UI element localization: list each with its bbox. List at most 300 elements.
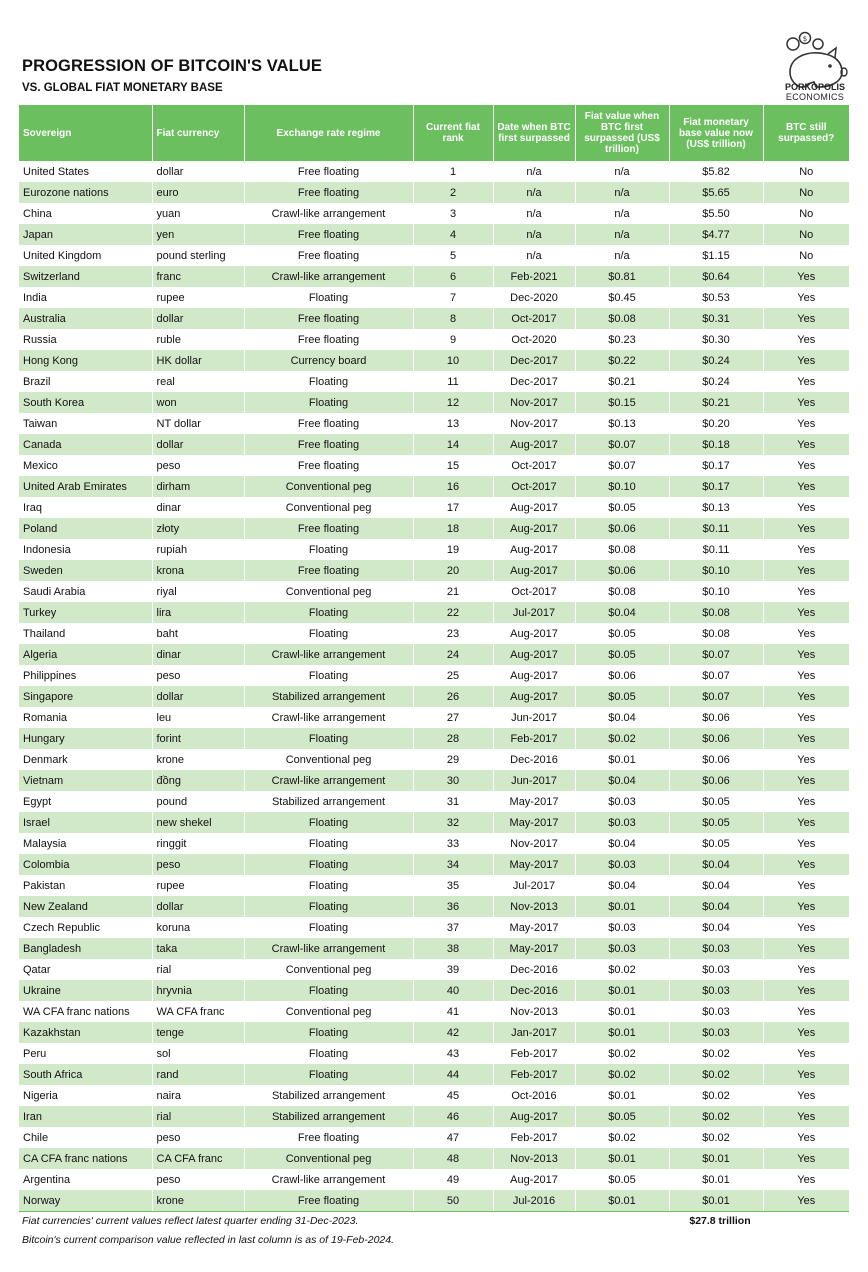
cell-fiat-currency: dollar xyxy=(152,161,244,182)
cell-still-surpassed: Yes xyxy=(763,371,849,392)
cell-rank: 38 xyxy=(413,938,493,959)
cell-fiat-currency: HK dollar xyxy=(152,350,244,371)
cell-fiat-value-surpassed: $0.03 xyxy=(575,791,669,812)
cell-base-value-now: $0.05 xyxy=(669,833,763,854)
bitcoin-fiat-table xyxy=(19,105,849,1211)
cell-sovereign: Hungary xyxy=(19,728,152,749)
cell-still-surpassed: Yes xyxy=(763,434,849,455)
cell-sovereign: Brazil xyxy=(19,371,152,392)
cell-exchange-regime: Floating xyxy=(244,602,413,623)
cell-base-value-now: $0.02 xyxy=(669,1085,763,1106)
cell-base-value-now: $0.31 xyxy=(669,308,763,329)
cell-rank: 22 xyxy=(413,602,493,623)
cell-sovereign: Turkey xyxy=(19,602,152,623)
cell-base-value-now: $1.15 xyxy=(669,245,763,266)
cell-sovereign: Chile xyxy=(19,1127,152,1148)
cell-still-surpassed: Yes xyxy=(763,581,849,602)
cell-date-surpassed: Jul-2017 xyxy=(493,602,575,623)
table-row xyxy=(19,161,849,182)
cell-fiat-value-surpassed: $0.03 xyxy=(575,917,669,938)
table-row xyxy=(19,182,849,203)
cell-date-surpassed: Nov-2017 xyxy=(493,413,575,434)
cell-exchange-regime: Crawl-like arrangement xyxy=(244,707,413,728)
cell-rank: 41 xyxy=(413,1001,493,1022)
cell-sovereign: Thailand xyxy=(19,623,152,644)
cell-sovereign: Eurozone nations xyxy=(19,182,152,203)
total-value: $27.8 trillion xyxy=(689,1215,751,1227)
cell-rank: 27 xyxy=(413,707,493,728)
cell-base-value-now: $0.07 xyxy=(669,644,763,665)
cell-fiat-currency: dinar xyxy=(152,497,244,518)
cell-sovereign: Canada xyxy=(19,434,152,455)
cell-rank: 31 xyxy=(413,791,493,812)
cell-sovereign: Sweden xyxy=(19,560,152,581)
cell-base-value-now: $0.03 xyxy=(669,959,763,980)
cell-exchange-regime: Floating xyxy=(244,1043,413,1064)
cell-exchange-regime: Floating xyxy=(244,812,413,833)
cell-sovereign: Bangladesh xyxy=(19,938,152,959)
cell-rank: 43 xyxy=(413,1043,493,1064)
cell-still-surpassed: Yes xyxy=(763,707,849,728)
cell-base-value-now: $0.04 xyxy=(669,854,763,875)
cell-fiat-value-surpassed: $0.01 xyxy=(575,1085,669,1106)
cell-fiat-currency: rial xyxy=(152,1106,244,1127)
cell-base-value-now: $0.03 xyxy=(669,1001,763,1022)
cell-still-surpassed: Yes xyxy=(763,938,849,959)
cell-date-surpassed: Jun-2017 xyxy=(493,770,575,791)
cell-base-value-now: $0.02 xyxy=(669,1106,763,1127)
table-row xyxy=(19,266,849,287)
cell-fiat-currency: krone xyxy=(152,1190,244,1211)
cell-rank: 12 xyxy=(413,392,493,413)
cell-date-surpassed: Aug-2017 xyxy=(493,665,575,686)
col-header-exchange-regime: Exchange rate regime xyxy=(244,105,413,161)
cell-rank: 11 xyxy=(413,371,493,392)
cell-fiat-currency: ruble xyxy=(152,329,244,350)
cell-exchange-regime: Floating xyxy=(244,980,413,1001)
table-header-row xyxy=(19,105,849,161)
table-row xyxy=(19,749,849,770)
cell-date-surpassed: May-2017 xyxy=(493,917,575,938)
cell-date-surpassed: Aug-2017 xyxy=(493,1169,575,1190)
cell-date-surpassed: Jul-2016 xyxy=(493,1190,575,1211)
table-row xyxy=(19,896,849,917)
cell-still-surpassed: Yes xyxy=(763,1043,849,1064)
table-bottom-rule xyxy=(19,1211,849,1212)
cell-date-surpassed: n/a xyxy=(493,182,575,203)
cell-fiat-value-surpassed: $0.03 xyxy=(575,812,669,833)
cell-still-surpassed: Yes xyxy=(763,665,849,686)
table-row xyxy=(19,224,849,245)
cell-fiat-currency: leu xyxy=(152,707,244,728)
cell-base-value-now: $4.77 xyxy=(669,224,763,245)
cell-base-value-now: $0.10 xyxy=(669,560,763,581)
cell-rank: 47 xyxy=(413,1127,493,1148)
cell-fiat-value-surpassed: $0.07 xyxy=(575,455,669,476)
cell-rank: 37 xyxy=(413,917,493,938)
cell-sovereign: Nigeria xyxy=(19,1085,152,1106)
cell-base-value-now: $0.18 xyxy=(669,434,763,455)
table-row xyxy=(19,917,849,938)
cell-base-value-now: $0.06 xyxy=(669,707,763,728)
cell-fiat-currency: rupee xyxy=(152,287,244,308)
cell-exchange-regime: Floating xyxy=(244,1064,413,1085)
cell-fiat-currency: złoty xyxy=(152,518,244,539)
cell-fiat-value-surpassed: $0.01 xyxy=(575,1190,669,1211)
cell-still-surpassed: Yes xyxy=(763,350,849,371)
cell-base-value-now: $0.17 xyxy=(669,476,763,497)
table-row xyxy=(19,1127,849,1148)
cell-sovereign: CA CFA franc nations xyxy=(19,1148,152,1169)
cell-base-value-now: $5.82 xyxy=(669,161,763,182)
cell-sovereign: Poland xyxy=(19,518,152,539)
cell-fiat-value-surpassed: $0.02 xyxy=(575,1043,669,1064)
cell-fiat-value-surpassed: $0.06 xyxy=(575,560,669,581)
cell-rank: 26 xyxy=(413,686,493,707)
cell-fiat-currency: riyal xyxy=(152,581,244,602)
cell-fiat-currency: rupee xyxy=(152,875,244,896)
cell-rank: 29 xyxy=(413,749,493,770)
cell-fiat-value-surpassed: $0.23 xyxy=(575,329,669,350)
cell-fiat-value-surpassed: $0.08 xyxy=(575,539,669,560)
cell-still-surpassed: Yes xyxy=(763,518,849,539)
table-row xyxy=(19,791,849,812)
cell-exchange-regime: Conventional peg xyxy=(244,1001,413,1022)
cell-date-surpassed: Dec-2016 xyxy=(493,749,575,770)
cell-fiat-value-surpassed: $0.13 xyxy=(575,413,669,434)
cell-fiat-value-surpassed: $0.15 xyxy=(575,392,669,413)
cell-date-surpassed: Aug-2017 xyxy=(493,623,575,644)
cell-fiat-value-surpassed: $0.45 xyxy=(575,287,669,308)
cell-still-surpassed: Yes xyxy=(763,686,849,707)
cell-still-surpassed: Yes xyxy=(763,980,849,1001)
cell-date-surpassed: n/a xyxy=(493,161,575,182)
cell-fiat-value-surpassed: $0.81 xyxy=(575,266,669,287)
cell-fiat-currency: koruna xyxy=(152,917,244,938)
table-row xyxy=(19,938,849,959)
table-row xyxy=(19,518,849,539)
cell-sovereign: Pakistan xyxy=(19,875,152,896)
table-row xyxy=(19,1022,849,1043)
table-row xyxy=(19,1169,849,1190)
cell-sovereign: United States xyxy=(19,161,152,182)
cell-exchange-regime: Conventional peg xyxy=(244,749,413,770)
cell-exchange-regime: Free floating xyxy=(244,161,413,182)
cell-still-surpassed: Yes xyxy=(763,329,849,350)
cell-fiat-value-surpassed: $0.04 xyxy=(575,875,669,896)
cell-sovereign: Denmark xyxy=(19,749,152,770)
cell-fiat-currency: rupiah xyxy=(152,539,244,560)
logo-text xyxy=(770,82,860,102)
cell-fiat-currency: lira xyxy=(152,602,244,623)
cell-rank: 30 xyxy=(413,770,493,791)
cell-sovereign: Iran xyxy=(19,1106,152,1127)
cell-rank: 10 xyxy=(413,350,493,371)
cell-exchange-regime: Floating xyxy=(244,728,413,749)
cell-still-surpassed: Yes xyxy=(763,308,849,329)
cell-still-surpassed: Yes xyxy=(763,266,849,287)
cell-exchange-regime: Floating xyxy=(244,392,413,413)
cell-sovereign: WA CFA franc nations xyxy=(19,1001,152,1022)
cell-date-surpassed: Nov-2017 xyxy=(493,833,575,854)
cell-date-surpassed: Dec-2016 xyxy=(493,959,575,980)
cell-fiat-currency: naira xyxy=(152,1085,244,1106)
cell-exchange-regime: Conventional peg xyxy=(244,959,413,980)
cell-exchange-regime: Conventional peg xyxy=(244,1148,413,1169)
cell-fiat-value-surpassed: $0.02 xyxy=(575,959,669,980)
cell-fiat-currency: krona xyxy=(152,560,244,581)
cell-rank: 1 xyxy=(413,161,493,182)
cell-sovereign: New Zealand xyxy=(19,896,152,917)
cell-fiat-currency: baht xyxy=(152,623,244,644)
cell-still-surpassed: Yes xyxy=(763,1022,849,1043)
table-row xyxy=(19,350,849,371)
cell-base-value-now: $0.11 xyxy=(669,518,763,539)
cell-rank: 49 xyxy=(413,1169,493,1190)
cell-fiat-value-surpassed: $0.22 xyxy=(575,350,669,371)
cell-fiat-value-surpassed: $0.06 xyxy=(575,665,669,686)
cell-fiat-currency: new shekel xyxy=(152,812,244,833)
cell-base-value-now: $0.10 xyxy=(669,581,763,602)
cell-exchange-regime: Floating xyxy=(244,623,413,644)
cell-base-value-now: $0.06 xyxy=(669,728,763,749)
cell-rank: 48 xyxy=(413,1148,493,1169)
cell-rank: 28 xyxy=(413,728,493,749)
table-row xyxy=(19,728,849,749)
cell-fiat-currency: dirham xyxy=(152,476,244,497)
table-row xyxy=(19,203,849,224)
cell-date-surpassed: Jan-2017 xyxy=(493,1022,575,1043)
cell-still-surpassed: No xyxy=(763,161,849,182)
page-title: PROGRESSION OF BITCOIN'S VALUE xyxy=(22,57,322,75)
cell-still-surpassed: Yes xyxy=(763,602,849,623)
cell-still-surpassed: No xyxy=(763,203,849,224)
cell-sovereign: Ukraine xyxy=(19,980,152,1001)
cell-date-surpassed: Aug-2017 xyxy=(493,539,575,560)
cell-date-surpassed: Dec-2020 xyxy=(493,287,575,308)
table-row xyxy=(19,287,849,308)
cell-exchange-regime: Floating xyxy=(244,665,413,686)
table-row xyxy=(19,980,849,1001)
cell-exchange-regime: Floating xyxy=(244,854,413,875)
table-row xyxy=(19,539,849,560)
cell-fiat-currency: rand xyxy=(152,1064,244,1085)
cell-base-value-now: $0.03 xyxy=(669,980,763,1001)
cell-base-value-now: $0.01 xyxy=(669,1190,763,1211)
cell-exchange-regime: Free floating xyxy=(244,518,413,539)
cell-exchange-regime: Free floating xyxy=(244,1127,413,1148)
cell-exchange-regime: Crawl-like arrangement xyxy=(244,644,413,665)
cell-still-surpassed: Yes xyxy=(763,812,849,833)
cell-rank: 19 xyxy=(413,539,493,560)
cell-base-value-now: $0.03 xyxy=(669,938,763,959)
table-row xyxy=(19,1085,849,1106)
cell-sovereign: Colombia xyxy=(19,854,152,875)
cell-sovereign: South Africa xyxy=(19,1064,152,1085)
cell-exchange-regime: Conventional peg xyxy=(244,497,413,518)
cell-sovereign: Kazakhstan xyxy=(19,1022,152,1043)
cell-sovereign: India xyxy=(19,287,152,308)
cell-exchange-regime: Free floating xyxy=(244,413,413,434)
cell-still-surpassed: Yes xyxy=(763,875,849,896)
cell-fiat-value-surpassed: $0.05 xyxy=(575,623,669,644)
table-row xyxy=(19,644,849,665)
table-row xyxy=(19,455,849,476)
table-row xyxy=(19,371,849,392)
cell-date-surpassed: Oct-2016 xyxy=(493,1085,575,1106)
cell-still-surpassed: Yes xyxy=(763,539,849,560)
cell-rank: 21 xyxy=(413,581,493,602)
cell-exchange-regime: Free floating xyxy=(244,329,413,350)
cell-base-value-now: $0.05 xyxy=(669,791,763,812)
col-header-current-rank: Current fiat rank xyxy=(413,105,493,161)
table-row xyxy=(19,686,849,707)
table-row xyxy=(19,1106,849,1127)
cell-sovereign: United Arab Emirates xyxy=(19,476,152,497)
cell-still-surpassed: Yes xyxy=(763,749,849,770)
cell-still-surpassed: Yes xyxy=(763,644,849,665)
footnote-1: Fiat currencies' current values reflect latest quarter ending 31-Dec-2023. xyxy=(22,1215,359,1227)
cell-fiat-value-surpassed: $0.05 xyxy=(575,644,669,665)
cell-date-surpassed: n/a xyxy=(493,224,575,245)
cell-rank: 35 xyxy=(413,875,493,896)
cell-exchange-regime: Free floating xyxy=(244,224,413,245)
cell-sovereign: Mexico xyxy=(19,455,152,476)
cell-base-value-now: $0.06 xyxy=(669,770,763,791)
cell-sovereign: Japan xyxy=(19,224,152,245)
table-row xyxy=(19,308,849,329)
table-row xyxy=(19,665,849,686)
cell-sovereign: South Korea xyxy=(19,392,152,413)
cell-fiat-value-surpassed: $0.02 xyxy=(575,1127,669,1148)
cell-base-value-now: $5.50 xyxy=(669,203,763,224)
cell-exchange-regime: Crawl-like arrangement xyxy=(244,938,413,959)
cell-fiat-currency: real xyxy=(152,371,244,392)
cell-base-value-now: $0.02 xyxy=(669,1043,763,1064)
table-row xyxy=(19,581,849,602)
cell-exchange-regime: Stabilized arrangement xyxy=(244,686,413,707)
cell-fiat-value-surpassed: $0.08 xyxy=(575,308,669,329)
cell-fiat-value-surpassed: $0.04 xyxy=(575,602,669,623)
cell-fiat-value-surpassed: $0.08 xyxy=(575,581,669,602)
cell-fiat-currency: pound xyxy=(152,791,244,812)
cell-base-value-now: $0.24 xyxy=(669,350,763,371)
cell-rank: 46 xyxy=(413,1106,493,1127)
cell-fiat-currency: sol xyxy=(152,1043,244,1064)
cell-date-surpassed: May-2017 xyxy=(493,812,575,833)
cell-rank: 36 xyxy=(413,896,493,917)
cell-date-surpassed: Dec-2017 xyxy=(493,371,575,392)
cell-fiat-value-surpassed: $0.04 xyxy=(575,833,669,854)
table-row xyxy=(19,623,849,644)
cell-sovereign: Qatar xyxy=(19,959,152,980)
cell-exchange-regime: Free floating xyxy=(244,308,413,329)
cell-exchange-regime: Floating xyxy=(244,875,413,896)
cell-rank: 23 xyxy=(413,623,493,644)
cell-fiat-currency: peso xyxy=(152,1169,244,1190)
cell-date-surpassed: May-2017 xyxy=(493,854,575,875)
cell-rank: 8 xyxy=(413,308,493,329)
cell-exchange-regime: Free floating xyxy=(244,245,413,266)
cell-date-surpassed: Nov-2013 xyxy=(493,1001,575,1022)
cell-rank: 33 xyxy=(413,833,493,854)
cell-sovereign: Saudi Arabia xyxy=(19,581,152,602)
cell-still-surpassed: Yes xyxy=(763,476,849,497)
cell-date-surpassed: n/a xyxy=(493,203,575,224)
table-row xyxy=(19,602,849,623)
cell-exchange-regime: Currency board xyxy=(244,350,413,371)
table-row xyxy=(19,1190,849,1211)
cell-fiat-currency: tenge xyxy=(152,1022,244,1043)
cell-rank: 39 xyxy=(413,959,493,980)
table-row xyxy=(19,476,849,497)
cell-fiat-currency: dollar xyxy=(152,434,244,455)
cell-rank: 15 xyxy=(413,455,493,476)
cell-base-value-now: $0.30 xyxy=(669,329,763,350)
cell-date-surpassed: Aug-2017 xyxy=(493,644,575,665)
cell-exchange-regime: Free floating xyxy=(244,434,413,455)
cell-base-value-now: $0.08 xyxy=(669,623,763,644)
col-header-date-surpassed: Date when BTC first surpassed xyxy=(493,105,575,161)
table-row xyxy=(19,1043,849,1064)
cell-rank: 24 xyxy=(413,644,493,665)
cell-fiat-currency: franc xyxy=(152,266,244,287)
cell-exchange-regime: Free floating xyxy=(244,455,413,476)
cell-fiat-currency: dollar xyxy=(152,896,244,917)
cell-exchange-regime: Conventional peg xyxy=(244,581,413,602)
cell-base-value-now: $0.21 xyxy=(669,392,763,413)
cell-still-surpassed: Yes xyxy=(763,917,849,938)
cell-base-value-now: $0.64 xyxy=(669,266,763,287)
cell-sovereign: Malaysia xyxy=(19,833,152,854)
cell-rank: 7 xyxy=(413,287,493,308)
cell-fiat-currency: taka xyxy=(152,938,244,959)
col-header-fiat-value-when-surpassed: Fiat value when BTC first surpassed (US$ trillion) xyxy=(575,105,669,161)
cell-still-surpassed: Yes xyxy=(763,833,849,854)
cell-fiat-value-surpassed: $0.02 xyxy=(575,728,669,749)
cell-fiat-currency: peso xyxy=(152,1127,244,1148)
cell-still-surpassed: No xyxy=(763,182,849,203)
cell-sovereign: Peru xyxy=(19,1043,152,1064)
cell-date-surpassed: Oct-2017 xyxy=(493,581,575,602)
cell-fiat-value-surpassed: $0.01 xyxy=(575,980,669,1001)
logo-sub: ECONOMICS xyxy=(785,92,845,102)
cell-sovereign: Taiwan xyxy=(19,413,152,434)
cell-still-surpassed: Yes xyxy=(763,728,849,749)
cell-still-surpassed: Yes xyxy=(763,770,849,791)
cell-date-surpassed: Oct-2017 xyxy=(493,308,575,329)
cell-fiat-value-surpassed: $0.01 xyxy=(575,896,669,917)
table-row xyxy=(19,392,849,413)
cell-fiat-value-surpassed: n/a xyxy=(575,203,669,224)
cell-fiat-currency: yuan xyxy=(152,203,244,224)
cell-fiat-value-surpassed: $0.04 xyxy=(575,707,669,728)
cell-fiat-value-surpassed: n/a xyxy=(575,161,669,182)
cell-base-value-now: $0.04 xyxy=(669,917,763,938)
cell-rank: 6 xyxy=(413,266,493,287)
cell-base-value-now: $5.65 xyxy=(669,182,763,203)
cell-date-surpassed: Feb-2017 xyxy=(493,1064,575,1085)
cell-still-surpassed: Yes xyxy=(763,1190,849,1211)
cell-date-surpassed: May-2017 xyxy=(493,791,575,812)
table-row xyxy=(19,245,849,266)
cell-base-value-now: $0.02 xyxy=(669,1064,763,1085)
cell-fiat-currency: đồng xyxy=(152,770,244,791)
cell-fiat-currency: peso xyxy=(152,854,244,875)
cell-sovereign: Argentina xyxy=(19,1169,152,1190)
cell-sovereign: Czech Republic xyxy=(19,917,152,938)
cell-date-surpassed: Jul-2017 xyxy=(493,875,575,896)
